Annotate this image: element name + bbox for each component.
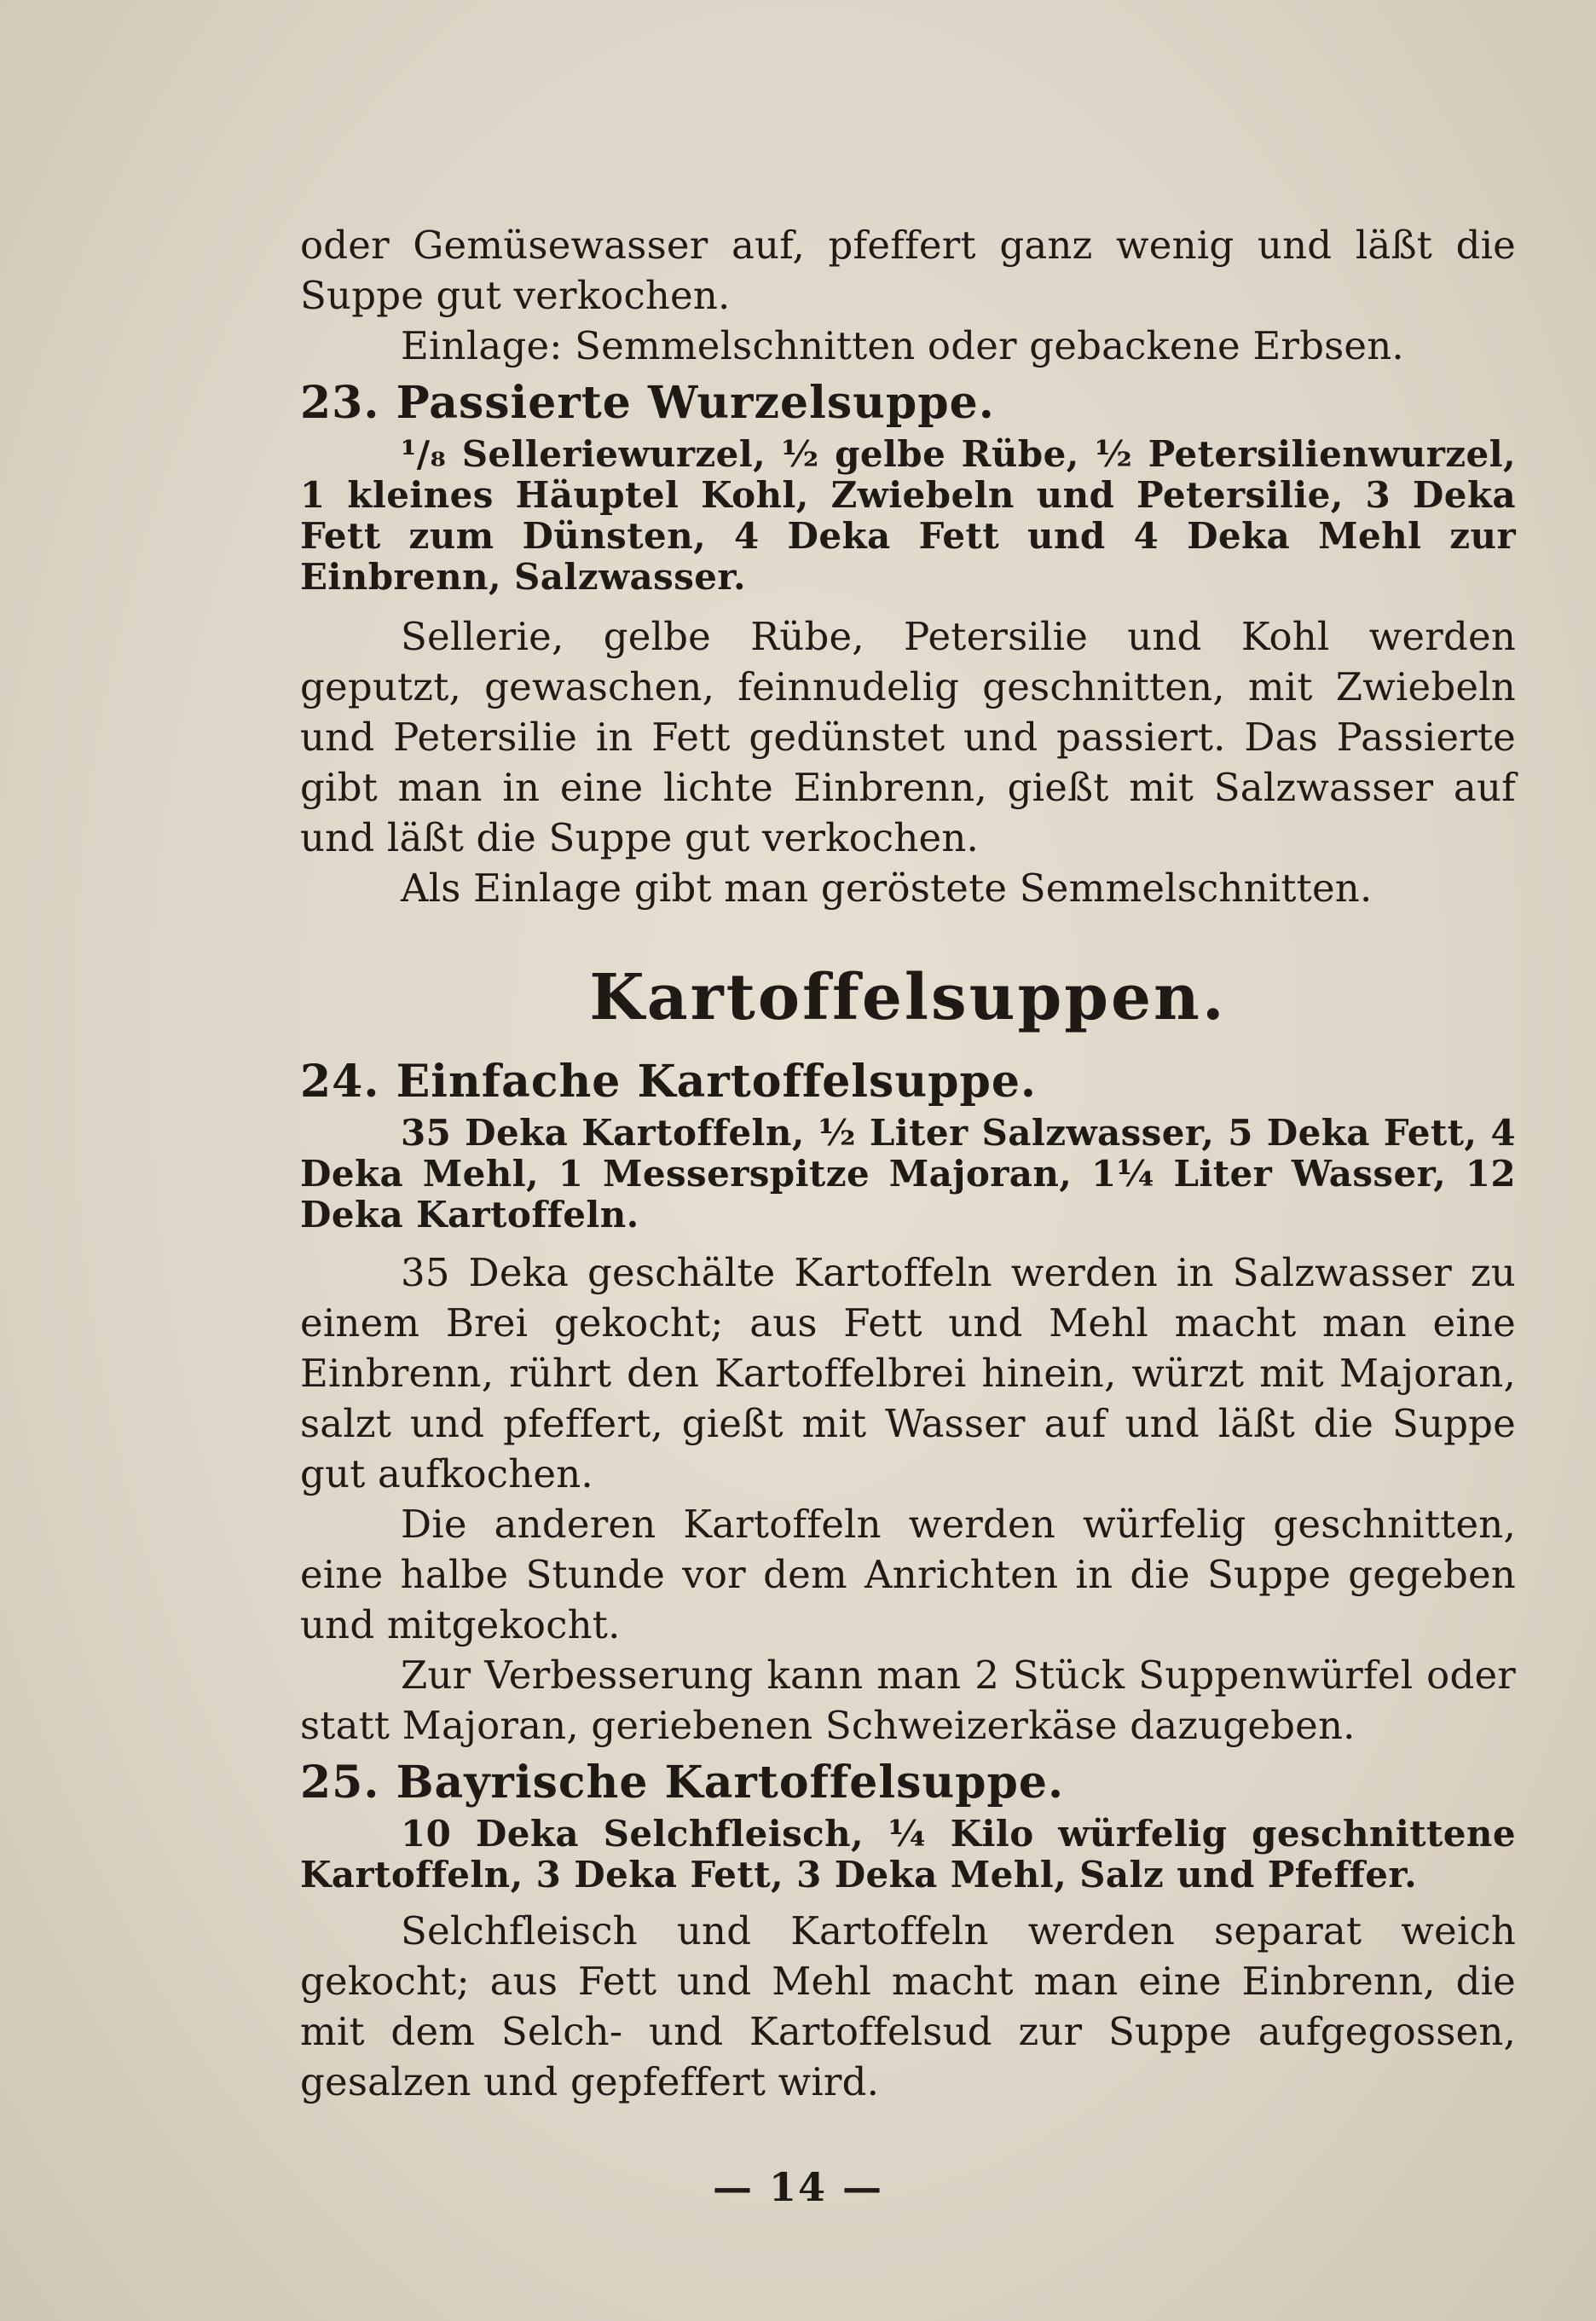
recipe-heading-23: 23. Passierte Wurzelsuppe. — [300, 377, 995, 429]
page-content — [300, 220, 1516, 2107]
paragraph: Als Einlage gibt man geröstete Semmelschnitten. — [401, 865, 1373, 911]
ingredients-25: 10 Deka Selchfleisch, ¼ Kilo würfelig geschnittene Kartoffeln, 3 Deka Fett, 3 Deka Mehl, Salz und Pfeffer. — [300, 1813, 1516, 1896]
paragraph: Sellerie, gelbe Rübe, Petersilie und Kohl werden geputzt, gewaschen, feinnudelig geschnitten, mit Zwiebeln und Petersilie in Fett gedünstet und passiert. Das Passierte gibt man in eine lichte Einbrenn, gießt mit Salzwasser auf und läßt die Suppe gut verkochen. — [300, 614, 1516, 860]
paragraph: Selchfleisch und Kartoffeln werden separat weich gekocht; aus Fett und Mehl macht man eine Einbrenn, die mit dem Selch- und Kartoffelsud zur Suppe aufgegossen, gesalzen und gepfeffert wird. — [300, 1908, 1516, 2104]
recipe-heading-25: 25. Bayrische Kartoffelsuppe. — [300, 1757, 1065, 1809]
paragraph: oder Gemüsewasser auf, pfeffert ganz wenig und läßt die Suppe gut verkochen. — [300, 223, 1516, 318]
paragraph: Die anderen Kartoffeln werden würfelig geschnitten, eine halbe Stunde vor dem Anrichten in die Suppe gegeben und mitgekocht. — [300, 1502, 1516, 1647]
paragraph: 35 Deka geschälte Kartoffeln werden in Salzwasser zu einem Brei gekocht; aus Fett und Mehl macht man eine Einbrenn, rührt den Kartoffelbrei hinein, würzt mit Majoran, salzt und pfeffert, gießt mit Wasser auf und läßt die Suppe gut aufkochen. — [300, 1250, 1516, 1496]
ingredients-24: 35 Deka Kartoffeln, ½ Liter Salzwasser, 5 Deka Fett, 4 Deka Mehl, 1 Messerspitze Majoran, 1¼ Liter Wasser, 12 Deka Kartoffeln. — [300, 1112, 1516, 1236]
ingredients-23: ¹/₈ Selleriewurzel, ½ gelbe Rübe, ½ Petersilienwurzel, 1 kleines Häuptel Kohl, Zwiebeln und Petersilie, 3 Deka Fett zum Dünsten, 4 Deka Fett und 4 Deka Mehl zur Einbrenn, Salzwasser. — [300, 433, 1516, 598]
page-number: — 14 — — [712, 2164, 884, 2210]
recipe-heading-24: 24. Einfache Kartoffelsuppe. — [300, 1056, 1038, 1108]
section-heading: Kartoffelsuppen. — [589, 961, 1227, 1034]
paragraph: Einlage: Semmelschnitten oder gebackene Erbsen. — [401, 323, 1404, 368]
paragraph: Zur Verbesserung kann man 2 Stück Suppenwürfel oder statt Majoran, geriebenen Schweizerkäse dazugeben. — [300, 1652, 1516, 1748]
